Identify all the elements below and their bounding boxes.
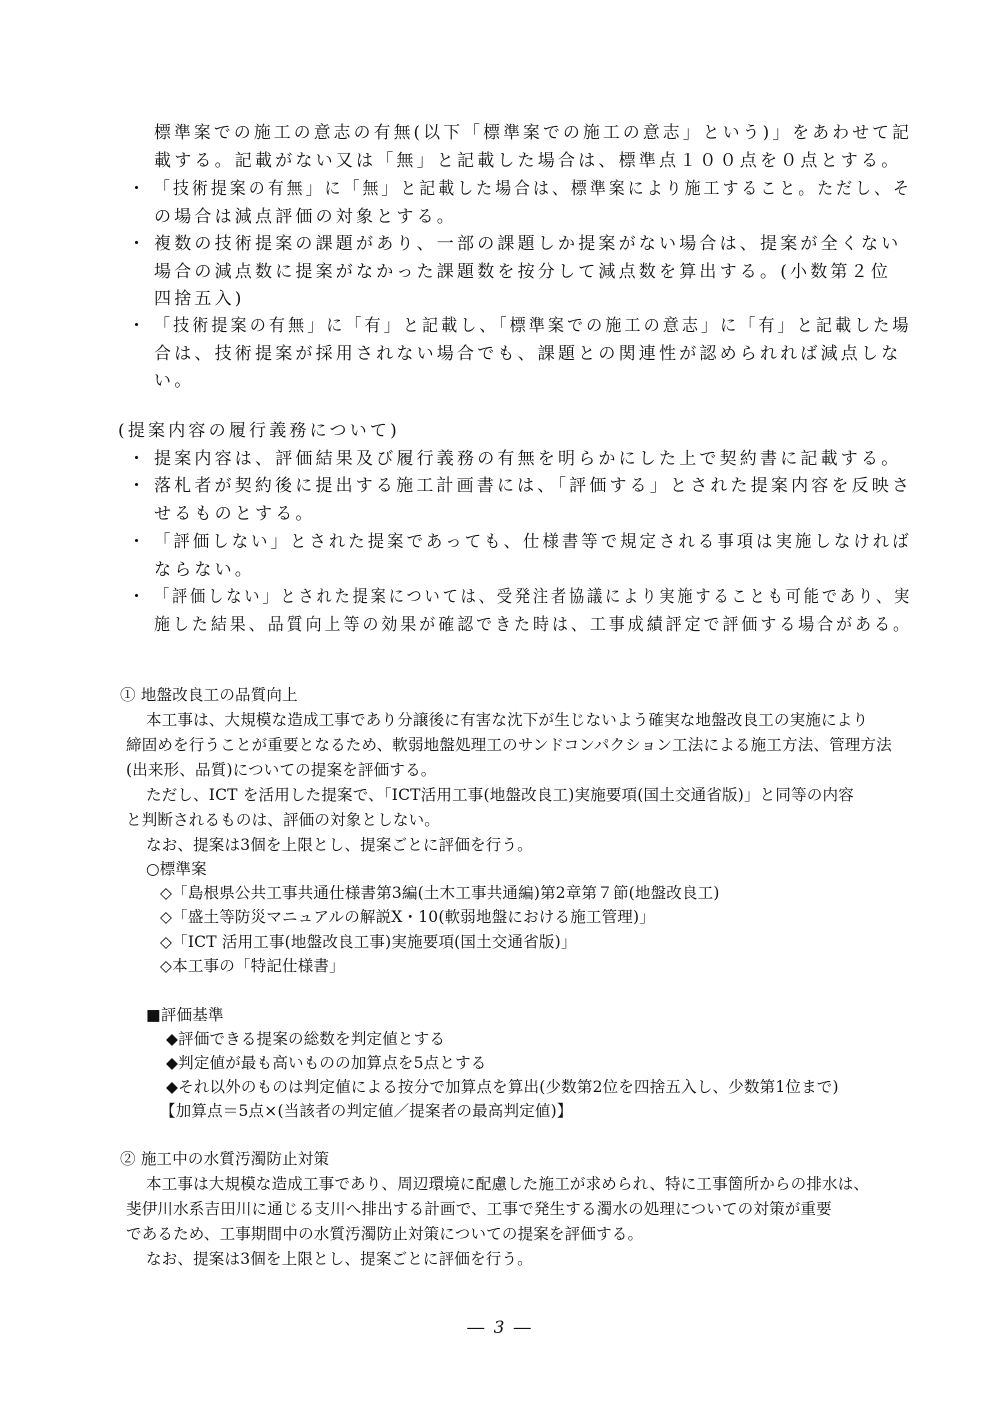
body-line: と判断されるものは、評価の対象としない。 — [126, 811, 441, 829]
bullet-text-line: 「評価しない」とされた提案であっても、仕様書等で規定される事項は実施しなければ — [154, 532, 912, 552]
body-line: なお、提案は3個を上限とし、提案ごとに評価を行う。 — [146, 1250, 533, 1268]
standard-heading: ○標準案 — [146, 860, 207, 878]
bullet-mark: ・ — [128, 449, 145, 469]
formula: 【加算点＝5点×(当該者の判定値／提案者の最高判定値)】 — [160, 1102, 573, 1120]
page-number: ― 3 ― — [467, 1318, 533, 1338]
bullet-text-line: 場合の減点数に提案がなかった課題数を按分して減点数を算出する。(小数第２位 — [154, 262, 892, 282]
bullet-text-line: 提案内容は、評価結果及び履行義務の有無を明らかにした上で契約書に記載する。 — [154, 449, 902, 469]
standard-cont-line: 載する。記載がない又は「無」と記載した場合は、標準点１００点を０点とする。 — [154, 151, 902, 171]
standard-item: ◇「ICT 活用工事(地盤改良工事)実施要項(国土交通省版)」 — [160, 933, 577, 951]
bullet-text-line: 施した結果、品質向上等の効果が確認できた時は、工事成績評定で評価する場合がある。 — [154, 615, 912, 635]
bullet-text-line: せるものとする。 — [154, 504, 316, 524]
bullet-mark: ・ — [128, 179, 145, 199]
bullet-mark: ・ — [128, 476, 145, 496]
body-line: 斐伊川水系吉田川に通じる支川へ排出する計画で、工事で発生する濁水の処理についての対策が重要 — [126, 1200, 832, 1218]
section-title: ② 施工中の水質汚濁防止対策 — [120, 1150, 330, 1168]
criteria-heading: ■評価基準 — [146, 1006, 224, 1024]
bullet-text-line: 複数の技術提案の課題があり、一部の課題しか提案がない場合は、提案が全くない — [154, 234, 902, 254]
bullet-text-line: 合は、技術提案が採用されない場合でも、課題との関連性が認められれば減点しな — [154, 344, 902, 364]
bullet-mark: ・ — [128, 532, 145, 552]
body-line: ただし、ICT を活用した提案で、「ICT活用工事(地盤改良工)実施要項(国土交通省版)」と同等の内容 — [146, 786, 854, 804]
body-line: 本工事は、大規模な造成工事であり分譲後に有害な沈下が生じないよう確実な地盤改良工の実施により — [146, 711, 869, 729]
bullet-text-line: ならない。 — [154, 560, 255, 580]
bullet-mark: ・ — [128, 234, 145, 254]
bullet-mark: ・ — [128, 316, 145, 336]
standard-item: ◇「盛土等防災マニュアルの解説Ⅹ・10(軟弱地盤における施工管理)」 — [160, 908, 655, 926]
bullet-text-line: 「評価しない」とされた提案については、受発注者協議により実施することも可能であり、実 — [154, 587, 913, 607]
standard-item: ◇「島根県公共工事共通仕様書第3編(土木工事共通編)第2章第７節(地盤改良工) — [160, 884, 720, 902]
body-line: 締固めを行うことが重要となるため、軟弱地盤処理工のサンドコンパクション工法による施工方法、管理方法 — [126, 736, 892, 754]
body-line: なお、提案は3個を上限とし、提案ごとに評価を行う。 — [146, 836, 533, 854]
body-line: 本工事は大規模な造成工事であり、周辺環境に配慮した施工が求められ、特に工事箇所からの排水は、 — [146, 1175, 870, 1193]
bullet-mark: ・ — [128, 587, 145, 607]
bullet-text-line: 落札者が契約後に提出する施工計画書には、「評価する」とされた提案内容を反映さ — [154, 476, 913, 496]
criteria-item: ◆判定値が最も高いものの加算点を5点とする — [166, 1054, 487, 1072]
bullet-text-line: 「技術提案の有無」に「無」と記載した場合は、標準案により施工すること。ただし、そ — [154, 179, 912, 199]
obligation-heading: (提案内容の履行義務について) — [118, 421, 400, 441]
bullet-text-line: の場合は減点評価の対象とする。 — [154, 207, 457, 227]
bullet-text-line: 「技術提案の有無」に「有」と記載し、「標準案での施工の意志」に「有」と記載した場 — [154, 316, 912, 336]
criteria-item: ◆それ以外のものは判定値による按分で加算点を算出(少数第2位を四捨五入し、少数第1位まで) — [166, 1078, 839, 1096]
bullet-text-line: い。 — [154, 371, 195, 391]
bullet-text-line: 四捨五入) — [154, 289, 245, 309]
criteria-item: ◆評価できる提案の総数を判定値とする — [166, 1030, 446, 1048]
body-line: (出来形、品質)についての提案を評価する。 — [126, 761, 437, 779]
standard-item: ◇本工事の「特記仕様書」 — [160, 957, 345, 975]
standard-cont-line: 標準案での施工の意志の有無(以下「標準案での施工の意志」という)」をあわせて記 — [154, 123, 913, 143]
body-line: であるため、工事期間中の水質汚濁防止対策についての提案を評価する。 — [126, 1225, 644, 1243]
section-title: ① 地盤改良工の品質向上 — [120, 686, 298, 704]
